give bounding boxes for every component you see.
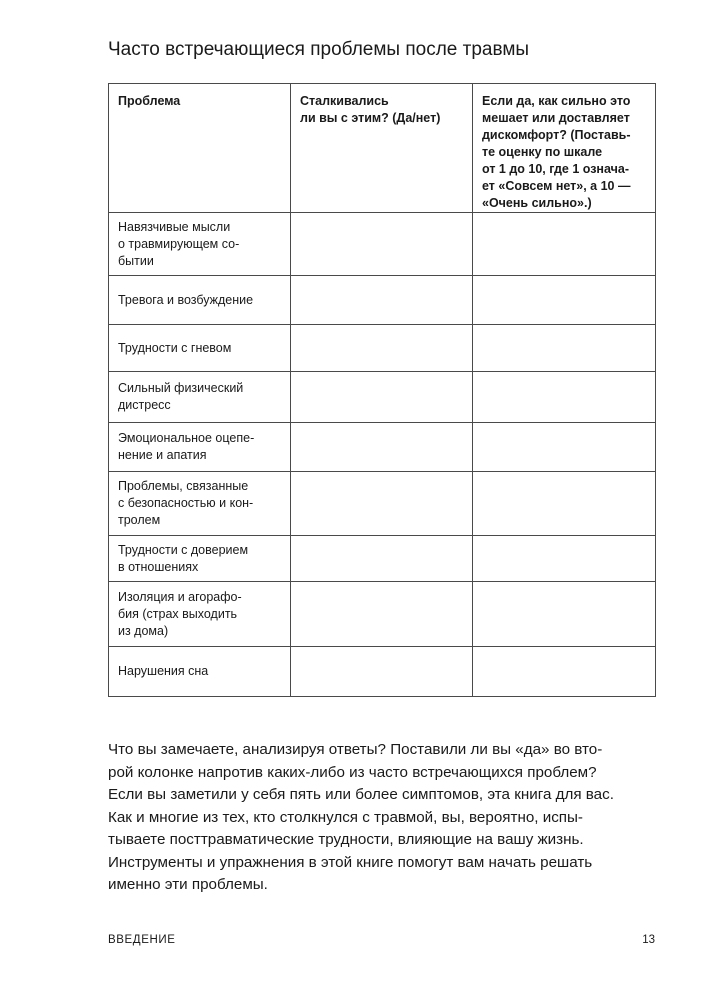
table-body	[109, 213, 656, 697]
table-row	[109, 372, 656, 423]
problem-line: с безопасностью и кон-	[118, 496, 254, 510]
problem-line: Трудности с доверием	[118, 542, 249, 557]
problem-line: Тревога и возбуждение	[118, 292, 254, 307]
table-row	[109, 423, 656, 472]
rating-cell[interactable]	[473, 647, 656, 697]
problem-line: из дома)	[118, 623, 169, 638]
footer-section-title: ВВЕДЕНИЕ	[108, 934, 176, 946]
answer-cell[interactable]	[291, 276, 473, 325]
table-row	[109, 647, 656, 697]
answer-cell[interactable]	[291, 372, 473, 423]
problem-line: бия (страх выходить	[118, 606, 238, 621]
table-row	[109, 472, 656, 536]
header-problem	[109, 84, 291, 213]
rating-cell[interactable]	[473, 213, 656, 276]
problem-line: Навязчивые мысли	[118, 219, 231, 234]
header-rating-line: дискомфорт? (Поставь-	[482, 128, 631, 142]
rating-cell[interactable]	[473, 423, 656, 472]
answer-cell[interactable]	[291, 472, 473, 536]
body-paragraph	[108, 739, 668, 897]
header-problem-line: Проблема	[118, 94, 181, 108]
header-rating-line: Если да, как сильно это	[482, 94, 631, 108]
header-row	[109, 84, 656, 213]
body-line: Что вы замечаете, анализируя ответы? Поставили ли вы «да» во вто-	[108, 741, 603, 758]
problem-cell	[109, 213, 291, 276]
problem-cell	[109, 472, 291, 536]
answer-cell[interactable]	[291, 536, 473, 582]
problem-line: бытии	[118, 253, 154, 268]
answer-cell[interactable]	[291, 647, 473, 697]
header-rating-line: от 1 до 10, где 1 означа-	[482, 162, 629, 176]
problem-cell	[109, 582, 291, 647]
header-rating-line: те оценку по шкале	[482, 145, 603, 159]
rating-cell[interactable]	[473, 472, 656, 536]
problem-line: Проблемы, связанные	[118, 479, 249, 493]
problem-line: Сильный физический	[118, 381, 244, 395]
table-row	[109, 213, 656, 276]
page-title: Часто встречающиеся проблемы после травмы	[108, 39, 530, 60]
problem-cell	[109, 372, 291, 423]
problem-line: о травмирующем со-	[118, 236, 240, 251]
rating-cell[interactable]	[473, 536, 656, 582]
table-row	[109, 276, 656, 325]
problem-line: нение и апатия	[118, 448, 207, 462]
header-rating	[473, 84, 656, 213]
table-header	[109, 84, 656, 213]
body-line: Инструменты и упражнения в этой книге помогут вам начать решать	[108, 853, 593, 871]
problems-table	[108, 83, 656, 697]
problem-line: в отношениях	[118, 559, 199, 574]
body-line: Если вы заметили у себя пять или более симптомов, эта книга для вас.	[108, 786, 614, 803]
rating-cell[interactable]	[473, 276, 656, 325]
problem-line: Изоляция и агорафо-	[118, 589, 242, 604]
rating-cell[interactable]	[473, 582, 656, 647]
problem-cell	[109, 423, 291, 472]
problem-line: Нарушения сна	[118, 664, 209, 678]
problem-cell	[109, 276, 291, 325]
problem-line: Эмоциональное оцепе-	[118, 431, 255, 445]
header-rating-line: «Очень сильно».)	[482, 196, 592, 210]
problem-cell	[109, 536, 291, 582]
answer-cell[interactable]	[291, 213, 473, 276]
problem-line: дистресс	[118, 398, 171, 412]
problem-cell	[109, 325, 291, 372]
table-row	[109, 536, 656, 582]
header-encountered	[291, 84, 473, 213]
header-encountered-line: Сталкивались	[300, 94, 389, 108]
body-line: рой колонке напротив каких-либо из часто встречающихся проблем?	[108, 763, 597, 781]
header-rating-line: ет «Совсем нет», а 10 —	[482, 179, 631, 193]
table-row	[109, 582, 656, 647]
table-row	[109, 325, 656, 372]
header-encountered-line: ли вы с этим? (Да/нет)	[300, 111, 441, 125]
answer-cell[interactable]	[291, 582, 473, 647]
problem-cell	[109, 647, 291, 697]
problems-table-container	[108, 83, 655, 697]
footer-page-number: 13	[642, 934, 655, 946]
answer-cell[interactable]	[291, 325, 473, 372]
rating-cell[interactable]	[473, 325, 656, 372]
body-line: Как и многие из тех, кто столкнулся с травмой, вы, вероятно, испы-	[108, 808, 583, 826]
problem-line: тролем	[118, 513, 161, 527]
header-rating-line: мешает или доставляет	[482, 111, 630, 125]
body-line: именно эти проблемы.	[108, 876, 268, 893]
body-line: тываете посттравматические трудности, влияющие на вашу жизнь.	[108, 831, 584, 848]
problem-line: Трудности с гневом	[118, 340, 232, 355]
answer-cell[interactable]	[291, 423, 473, 472]
rating-cell[interactable]	[473, 372, 656, 423]
